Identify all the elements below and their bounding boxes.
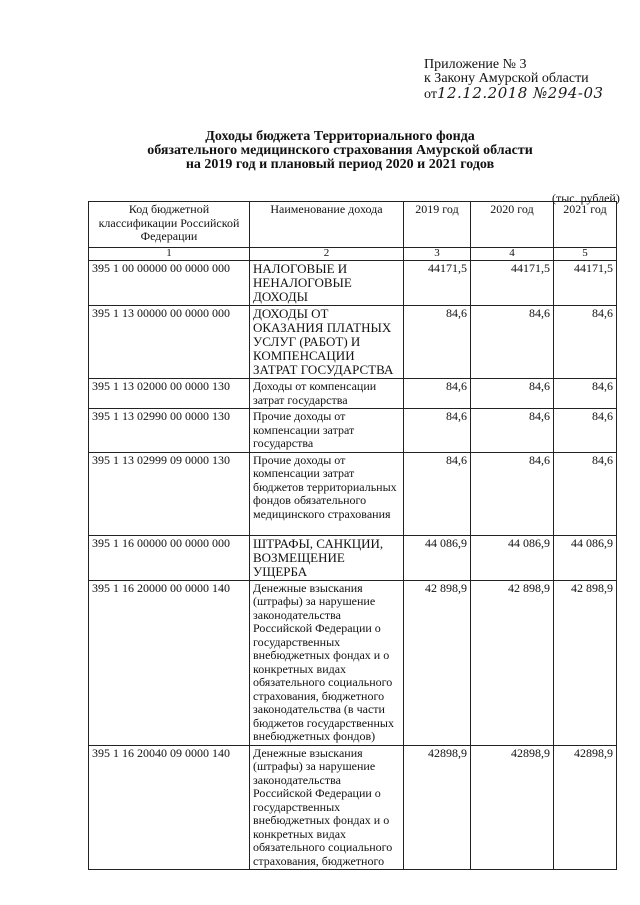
index-row — [89, 248, 617, 261]
code-cell: 395 1 13 02000 00 0000 130 — [89, 379, 250, 409]
value-2021-cell: 84,6 — [554, 306, 617, 379]
header-code: Код бюджетной классификации Российской Федерации — [89, 202, 250, 248]
value-2019-cell: 42 898,9 — [404, 580, 471, 745]
value-2021-cell: 42 898,9 — [554, 580, 617, 745]
value-2019-cell: 84,6 — [404, 452, 471, 535]
value-2021-cell: 44 086,9 — [554, 535, 617, 580]
value-2021-cell: 84,6 — [554, 409, 617, 453]
handwritten-date-number: 12.12.2018 №294-03 — [436, 84, 604, 102]
index-cell-1: 1 — [89, 248, 250, 261]
name-cell: ШТРАФЫ, САНКЦИИ, ВОЗМЕЩЕНИЕ УЩЕРБА — [250, 535, 404, 580]
code-cell: 395 1 16 20040 09 0000 140 — [89, 745, 250, 870]
name-cell: Денежные взыскания (штрафы) за нарушение законодательства Российской Федерации о государственных внебюджетных фондах и о конкретных видах обязательного социального страхования, бюджетного законодательства (в части бюджетов государственных внебюджетных фондов) — [250, 580, 404, 745]
header-2019: 2019 год — [404, 202, 471, 248]
annex-date-line — [424, 86, 604, 102]
code-cell: 395 1 13 02999 09 0000 130 — [89, 452, 250, 535]
value-2019-cell: 84,6 — [404, 409, 471, 453]
table-row — [89, 409, 617, 453]
table-row — [89, 452, 617, 535]
annex-date-prefix: от — [424, 87, 437, 102]
value-2020-cell: 84,6 — [471, 306, 554, 379]
annex-law-reference: к Закону Амурской области — [424, 71, 589, 86]
value-2019-cell: 42898,9 — [404, 745, 471, 870]
header-name: Наименование дохода — [250, 202, 404, 248]
code-cell: 395 1 13 00000 00 0000 000 — [89, 306, 250, 379]
value-2020-cell: 44171,5 — [471, 261, 554, 306]
value-2020-cell: 44 086,9 — [471, 535, 554, 580]
value-2020-cell: 84,6 — [471, 452, 554, 535]
name-cell: Денежные взыскания (штрафы) за нарушение законодательства Российской Федерации о государственных внебюджетных фондах и о конкретных видах обязательного социального страхования, бюджетного — [250, 745, 404, 870]
value-2019-cell: 84,6 — [404, 306, 471, 379]
value-2021-cell: 44171,5 — [554, 261, 617, 306]
name-cell: Прочие доходы от компенсации затрат государства — [250, 409, 404, 453]
value-2020-cell: 84,6 — [471, 409, 554, 453]
value-2021-cell: 42898,9 — [554, 745, 617, 870]
name-cell: Доходы от компенсации затрат государства — [250, 379, 404, 409]
value-2020-cell: 84,6 — [471, 379, 554, 409]
document-title — [80, 130, 600, 172]
table-row — [89, 535, 617, 580]
value-2021-cell: 84,6 — [554, 379, 617, 409]
code-cell: 395 1 00 00000 00 0000 000 — [89, 261, 250, 306]
table-row — [89, 379, 617, 409]
index-cell-4: 4 — [471, 248, 554, 261]
units-label: (тыс. рублей) — [552, 191, 620, 205]
title-line-2: обязательного медицинского страхования Амурской области — [147, 143, 533, 158]
value-2019-cell: 84,6 — [404, 379, 471, 409]
header-2020: 2020 год — [471, 202, 554, 248]
index-cell-5: 5 — [554, 248, 617, 261]
name-cell: ДОХОДЫ ОТ ОКАЗАНИЯ ПЛАТНЫХ УСЛУГ (РАБОТ) И КОМПЕНСАЦИИ ЗАТРАТ ГОСУДАРСТВА — [250, 306, 404, 379]
code-cell: 395 1 16 20000 00 0000 140 — [89, 580, 250, 745]
value-2020-cell: 42898,9 — [471, 745, 554, 870]
value-2019-cell: 44 086,9 — [404, 535, 471, 580]
code-cell: 395 1 13 02990 00 0000 130 — [89, 409, 250, 453]
value-2020-cell: 42 898,9 — [471, 580, 554, 745]
table-row — [89, 306, 617, 379]
header-2021: 2021 год — [554, 202, 617, 248]
table-header-row — [89, 202, 617, 248]
title-line-1: Доходы бюджета Территориального фонда — [205, 129, 475, 144]
annex-number: Приложение № 3 — [424, 57, 527, 72]
annex-block — [424, 58, 604, 102]
revenue-table — [88, 201, 617, 870]
title-line-3: на 2019 год и плановый период 2020 и 2021 годов — [185, 157, 495, 172]
table-row — [89, 745, 617, 870]
name-cell: Прочие доходы от компенсации затрат бюджетов территориальных фондов обязательного медицинского страхования — [250, 452, 404, 535]
value-2019-cell: 44171,5 — [404, 261, 471, 306]
index-cell-3: 3 — [404, 248, 471, 261]
code-cell: 395 1 16 00000 00 0000 000 — [89, 535, 250, 580]
index-cell-2: 2 — [250, 248, 404, 261]
name-cell: НАЛОГОВЫЕ И НЕНАЛОГОВЫЕ ДОХОДЫ — [250, 261, 404, 306]
value-2021-cell: 84,6 — [554, 452, 617, 535]
table-row — [89, 261, 617, 306]
table-row — [89, 580, 617, 745]
table-body — [89, 248, 617, 870]
